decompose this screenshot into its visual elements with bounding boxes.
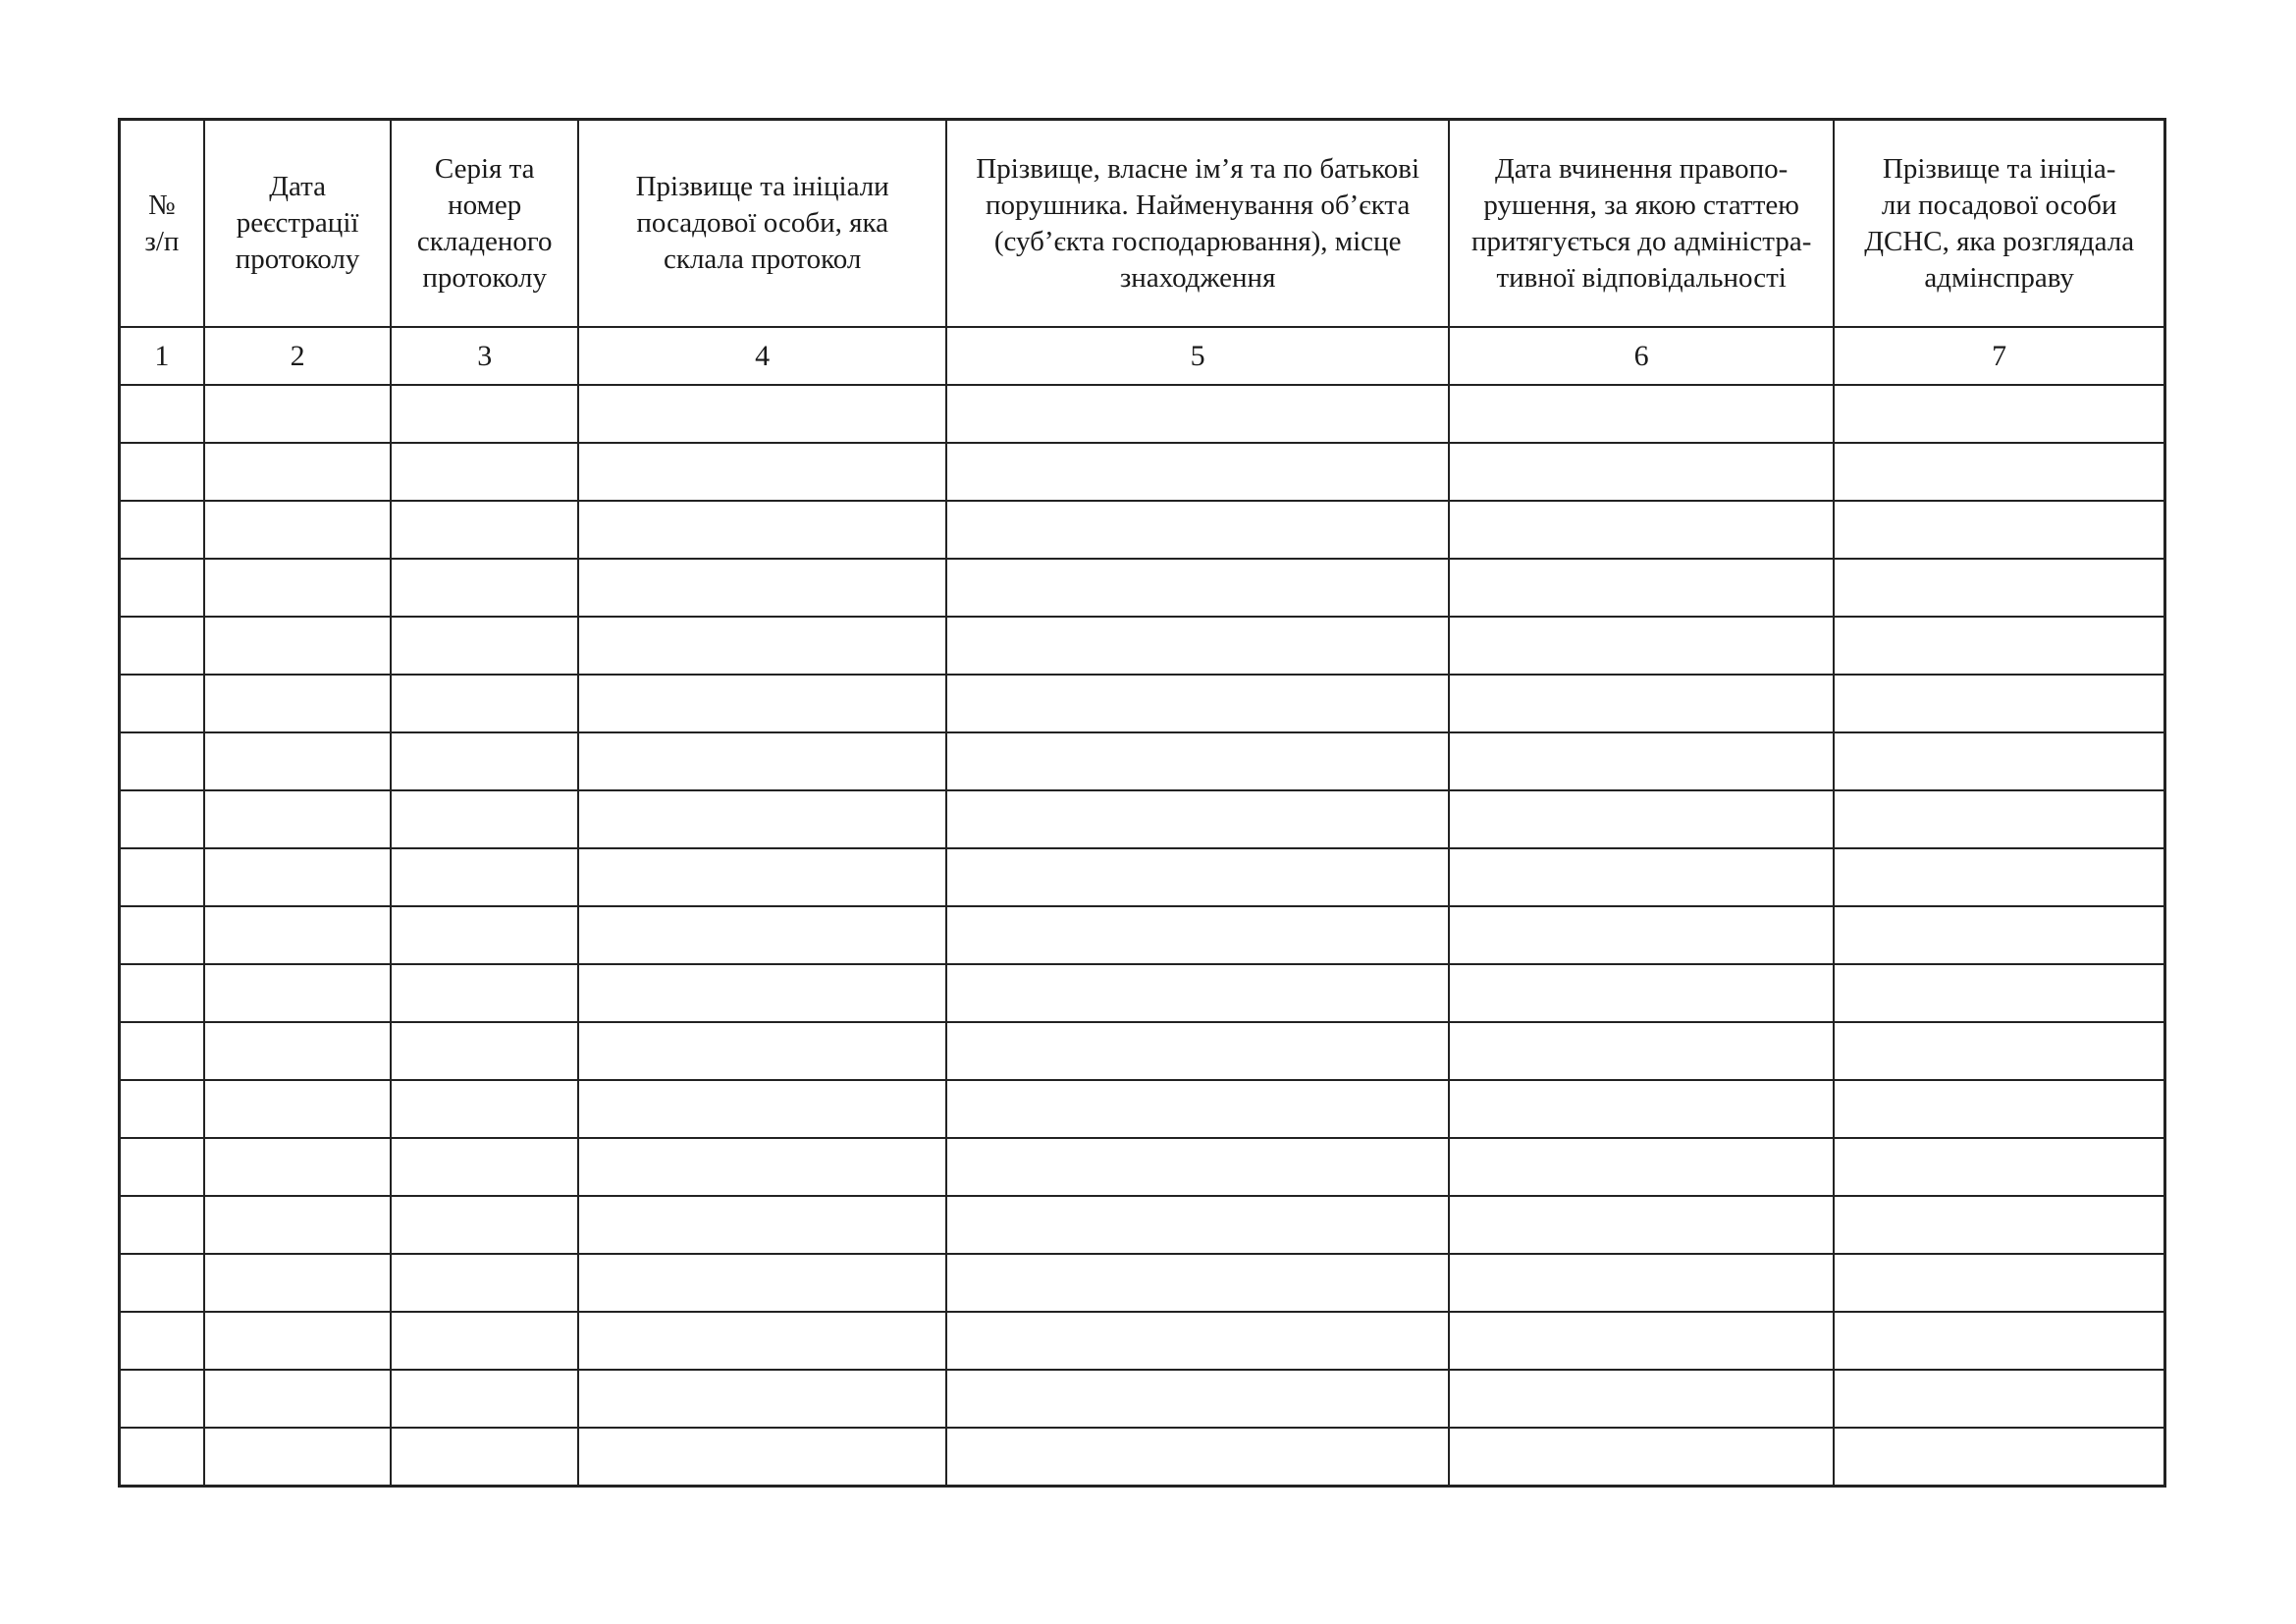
table-cell (391, 675, 578, 732)
table-cell (204, 790, 392, 848)
table-cell (1449, 443, 1834, 501)
table-cell (120, 385, 204, 443)
table-cell (120, 1428, 204, 1487)
table-cell (578, 1022, 946, 1080)
table-cell (204, 1196, 392, 1254)
table-cell (120, 1080, 204, 1138)
table-row (120, 1312, 2165, 1370)
table-cell (1449, 1080, 1834, 1138)
table-cell (120, 1138, 204, 1196)
table-cell (578, 906, 946, 964)
table-cell (204, 1254, 392, 1312)
table-cell (1834, 906, 2164, 964)
table-cell (204, 906, 392, 964)
table-cell (578, 1428, 946, 1487)
table-cell (1834, 732, 2164, 790)
table-cell (1449, 675, 1834, 732)
table-cell (120, 790, 204, 848)
table-cell (578, 1254, 946, 1312)
table-cell (204, 1138, 392, 1196)
table-cell (120, 964, 204, 1022)
table-cell (391, 1196, 578, 1254)
table-cell (391, 1138, 578, 1196)
table-cell (391, 385, 578, 443)
table-row (120, 1196, 2165, 1254)
table-row (120, 848, 2165, 906)
table-cell (946, 906, 1449, 964)
table-cell (204, 1428, 392, 1487)
table-cell (1834, 1428, 2164, 1487)
table-row (120, 617, 2165, 675)
table-cell (120, 1370, 204, 1428)
table-cell (946, 1022, 1449, 1080)
table-cell (578, 964, 946, 1022)
table-row (120, 1370, 2165, 1428)
table-row (120, 906, 2165, 964)
table-cell (204, 443, 392, 501)
table-row (120, 675, 2165, 732)
column-number-cell: 5 (946, 327, 1449, 385)
table-cell (946, 559, 1449, 617)
table-cell (204, 1022, 392, 1080)
header-cell-offense-date: Дата вчинення правопо- рушення, за якою статтею притягується до адміністра- тивної відповідальності (1449, 120, 1834, 328)
table-cell (391, 443, 578, 501)
table-cell (120, 1254, 204, 1312)
table-cell (1834, 1080, 2164, 1138)
table-cell (204, 848, 392, 906)
column-number-cell: 4 (578, 327, 946, 385)
table-cell (391, 1080, 578, 1138)
table-cell (1449, 732, 1834, 790)
table-row (120, 964, 2165, 1022)
table-cell (1834, 675, 2164, 732)
table-cell (120, 617, 204, 675)
table-cell (391, 501, 578, 559)
header-cell-reviewing-official: Прізвище та ініціа- ли посадової особи ДСНС, яка розглядала адмінсправу (1834, 120, 2164, 328)
table-cell (1449, 1138, 1834, 1196)
table-cell (1834, 501, 2164, 559)
table-cell (946, 1428, 1449, 1487)
table-cell (946, 732, 1449, 790)
table-cell (1449, 906, 1834, 964)
table-cell (1834, 1196, 2164, 1254)
table-cell (946, 848, 1449, 906)
table-cell (120, 906, 204, 964)
table-row (120, 559, 2165, 617)
header-cell-protocol-series: Серія та номер складеного протоколу (391, 120, 578, 328)
column-number-row (120, 327, 2165, 385)
table-cell (946, 964, 1449, 1022)
table-cell (391, 790, 578, 848)
table-cell (391, 559, 578, 617)
table-cell (578, 1370, 946, 1428)
column-number-cell: 3 (391, 327, 578, 385)
table-cell (204, 964, 392, 1022)
table-cell (578, 1080, 946, 1138)
table-cell (578, 617, 946, 675)
table-cell (1449, 848, 1834, 906)
table-cell (1834, 385, 2164, 443)
table-cell (120, 559, 204, 617)
table-cell (946, 1370, 1449, 1428)
table-cell (120, 848, 204, 906)
table-cell (1834, 790, 2164, 848)
table-cell (578, 732, 946, 790)
table-cell (1834, 1370, 2164, 1428)
table-cell (120, 1022, 204, 1080)
table-cell (1449, 1196, 1834, 1254)
table-cell (1834, 1254, 2164, 1312)
table-cell (946, 790, 1449, 848)
table-cell (1834, 559, 2164, 617)
table-cell (946, 1080, 1449, 1138)
table-cell (204, 559, 392, 617)
table-row (120, 501, 2165, 559)
table-row (120, 790, 2165, 848)
table-cell (578, 501, 946, 559)
table-cell (391, 732, 578, 790)
column-number-cell: 2 (204, 327, 392, 385)
table-cell (391, 964, 578, 1022)
table-cell (204, 385, 392, 443)
table-cell (204, 501, 392, 559)
table-cell (391, 1312, 578, 1370)
header-cell-registration-date: Дата реєстрації протоколу (204, 120, 392, 328)
table-cell (1449, 1254, 1834, 1312)
table-cell (1834, 1138, 2164, 1196)
table-cell (391, 1022, 578, 1080)
table-cell (391, 1428, 578, 1487)
table-cell (1449, 501, 1834, 559)
table-cell (391, 848, 578, 906)
header-cell-official-name: Прізвище та ініціали посадової особи, яка склала протокол (578, 120, 946, 328)
table-row (120, 443, 2165, 501)
table-row (120, 732, 2165, 790)
table-row (120, 1022, 2165, 1080)
table-cell (1834, 443, 2164, 501)
table-cell (1449, 964, 1834, 1022)
table-cell (946, 1138, 1449, 1196)
table-cell (946, 1254, 1449, 1312)
table-cell (204, 617, 392, 675)
table-cell (1449, 1370, 1834, 1428)
table-cell (946, 1312, 1449, 1370)
column-number-cell: 6 (1449, 327, 1834, 385)
table-cell (578, 1312, 946, 1370)
table-cell (1449, 790, 1834, 848)
column-number-cell: 7 (1834, 327, 2164, 385)
table-cell (578, 443, 946, 501)
table-cell (946, 1196, 1449, 1254)
table-cell (946, 675, 1449, 732)
header-cell-number: № з/п (120, 120, 204, 328)
table-cell (578, 790, 946, 848)
table-cell (1834, 1312, 2164, 1370)
table-cell (120, 1196, 204, 1254)
table-cell (1449, 559, 1834, 617)
table-cell (120, 1312, 204, 1370)
table-cell (120, 732, 204, 790)
table-cell (946, 617, 1449, 675)
table-cell (578, 559, 946, 617)
table-cell (204, 1080, 392, 1138)
column-number-cell: 1 (120, 327, 204, 385)
table-cell (578, 1196, 946, 1254)
table-cell (1449, 385, 1834, 443)
table-cell (1449, 1428, 1834, 1487)
table-row (120, 1080, 2165, 1138)
table-cell (120, 675, 204, 732)
table-cell (946, 385, 1449, 443)
table-cell (578, 385, 946, 443)
table-cell (204, 1370, 392, 1428)
table-row (120, 385, 2165, 443)
table-cell (946, 443, 1449, 501)
header-row (120, 120, 2165, 328)
table-cell (120, 501, 204, 559)
table-cell (204, 675, 392, 732)
table-cell (1834, 1022, 2164, 1080)
table-row (120, 1138, 2165, 1196)
register-table (118, 118, 2166, 1488)
table-cell (204, 732, 392, 790)
table-cell (946, 501, 1449, 559)
table-row (120, 1254, 2165, 1312)
table-cell (1834, 964, 2164, 1022)
table-cell (391, 1370, 578, 1428)
table-cell (1449, 1022, 1834, 1080)
table-cell (204, 1312, 392, 1370)
table-row (120, 1428, 2165, 1487)
table-cell (578, 1138, 946, 1196)
table-cell (120, 443, 204, 501)
table-cell (1834, 848, 2164, 906)
table-cell (1449, 1312, 1834, 1370)
header-cell-violator: Прізвище, власне ім’я та по батькові порушника. Найменування об’єкта (суб’єкта господарювання), місце знаходження (946, 120, 1449, 328)
table-cell (391, 617, 578, 675)
table-cell (578, 848, 946, 906)
table-cell (391, 1254, 578, 1312)
table-cell (1834, 617, 2164, 675)
table-cell (578, 675, 946, 732)
table-cell (1449, 617, 1834, 675)
table-cell (391, 906, 578, 964)
